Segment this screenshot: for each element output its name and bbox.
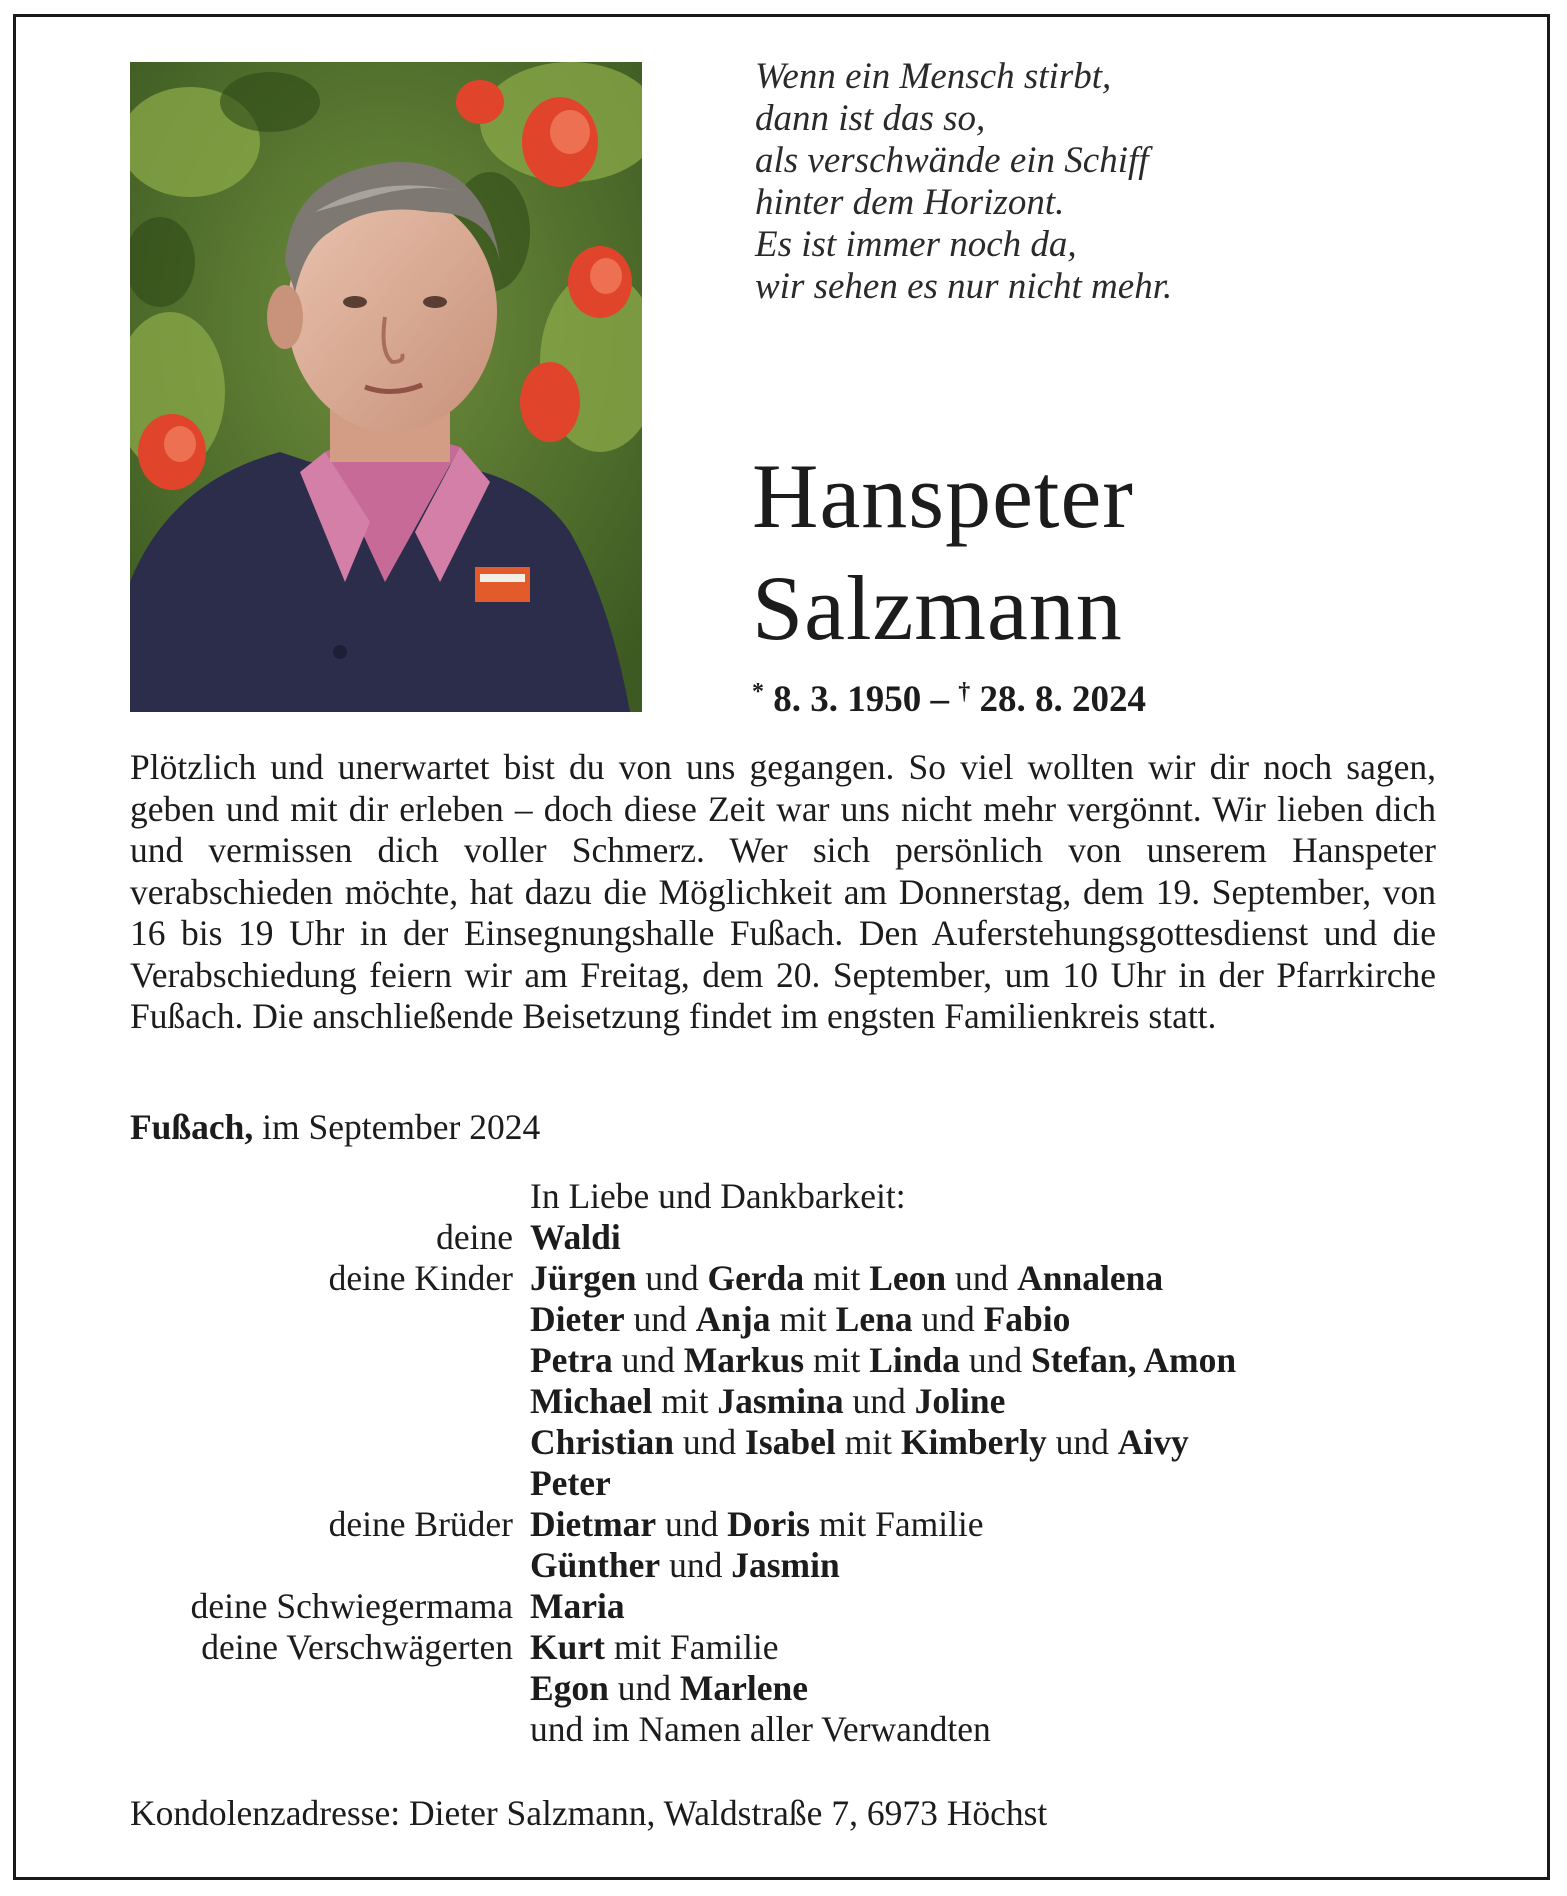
- mourner-name: Anja: [695, 1299, 771, 1339]
- mourners-intro-row: [130, 1176, 1436, 1217]
- mourner-name: Fabio: [983, 1299, 1071, 1339]
- mourners-list: [130, 1176, 1436, 1750]
- mourner-connector: mit: [770, 1299, 836, 1339]
- mourner-connector: und: [608, 1668, 680, 1708]
- mourner-names: [530, 1627, 1436, 1668]
- portrait-photo: [130, 62, 642, 712]
- mourner-name: Jasmin: [731, 1545, 840, 1585]
- mourner-name: Marlene: [679, 1668, 809, 1708]
- mourner-connector: mit Familie: [810, 1504, 984, 1544]
- mourner-connector: und im Namen aller Verwandten: [530, 1709, 991, 1749]
- mourner-relation: [130, 1463, 530, 1504]
- mourner-name: Stefan, Amon: [1030, 1340, 1237, 1380]
- mourner-name: Michael: [530, 1381, 653, 1421]
- mourner-relation: [130, 1668, 530, 1709]
- mourner-row: [130, 1463, 1436, 1504]
- portrait-illustration: [130, 62, 642, 712]
- mourner-names: [530, 1586, 1436, 1627]
- mourner-name: Doris: [727, 1504, 810, 1544]
- deceased-name: [752, 440, 1134, 664]
- mourner-name: Waldi: [530, 1217, 621, 1257]
- mourner-row: [130, 1340, 1436, 1381]
- mourner-relation: [130, 1340, 530, 1381]
- last-name: Salzmann: [752, 557, 1123, 659]
- mourner-row: [130, 1381, 1436, 1422]
- mourner-name: Gerda: [707, 1258, 805, 1298]
- mourner-names: [530, 1299, 1436, 1340]
- mourner-connector: und: [946, 1258, 1018, 1298]
- life-dates: [752, 678, 1146, 721]
- mourner-connector: und: [912, 1299, 984, 1339]
- poem-line: Es ist immer noch da,: [755, 224, 1077, 265]
- mourner-connector: mit: [804, 1340, 870, 1380]
- mourner-name: Linda: [869, 1340, 960, 1380]
- mourner-relation: [130, 1545, 530, 1586]
- poem-line: wir sehen es nur nicht mehr.: [755, 266, 1173, 307]
- mourner-connector: und: [660, 1545, 732, 1585]
- birth-symbol: *: [752, 679, 764, 705]
- mourner-name: Jürgen: [530, 1258, 637, 1298]
- mourner-relation: [130, 1709, 530, 1750]
- mourner-names: [530, 1668, 1436, 1709]
- poem-line: Wenn ein Mensch stirbt,: [755, 56, 1112, 97]
- mourner-name: Kimberly: [900, 1422, 1047, 1462]
- mourner-name: Christian: [530, 1422, 674, 1462]
- mourner-row: [130, 1422, 1436, 1463]
- mourner-row: [130, 1668, 1436, 1709]
- mourner-row: [130, 1627, 1436, 1668]
- mourner-connector: und: [959, 1340, 1031, 1380]
- mourner-name: Aivy: [1117, 1422, 1189, 1462]
- mourner-names: [530, 1545, 1436, 1586]
- mourner-row: [130, 1258, 1436, 1299]
- mourner-names: [530, 1258, 1436, 1299]
- mourner-relation: deine: [436, 1217, 513, 1257]
- mourner-name: Günther: [530, 1545, 661, 1585]
- mourner-name: Kurt: [530, 1627, 605, 1667]
- obituary-text: Plötzlich und unerwartet bist du von uns gegangen. So viel wollten wir dir noch sagen, geben und mit dir erleben – doch diese Zeit war uns nicht mehr vergönnt. Wir lieben dich und vermissen dich voller Schmerz. Wer sich persönlich von unserem Hanspeter verabschieden möchte, hat dazu die Möglichkeit am Donnerstag, dem 19. September, von 16 bis 19 Uhr in der Einsegnungshalle Fußach. Den Auferstehungsgottesdienst und die Verabschiedung feiern wir am Freitag, dem 20. September, um 10 Uhr in der Pfarrkirche Fußach. Die anschließende Beisetzung findet im engsten Familienkreis statt.: [130, 747, 1436, 1036]
- mourner-name: Egon: [530, 1668, 609, 1708]
- mourner-names: [530, 1217, 1436, 1258]
- place-town: Fußach,: [130, 1107, 254, 1147]
- poem: [755, 56, 1172, 308]
- mourner-connector: und: [636, 1258, 708, 1298]
- mourner-name: Dietmar: [530, 1504, 657, 1544]
- mourner-name: Petra: [530, 1340, 613, 1380]
- mourner-row: [130, 1586, 1436, 1627]
- mourner-name: Peter: [530, 1463, 611, 1503]
- mourner-row: [130, 1709, 1436, 1750]
- mourner-relation: deine Kinder: [328, 1258, 513, 1298]
- poem-line: dann ist das so,: [755, 98, 986, 139]
- mourner-names: [530, 1381, 1436, 1422]
- poem-line: als verschwände ein Schiff: [755, 140, 1149, 181]
- mourner-relation: deine Verschwägerten: [201, 1627, 513, 1667]
- mourner-relation: deine Schwiegermama: [190, 1586, 513, 1626]
- mourner-names: [530, 1463, 1436, 1504]
- birth-date: 8. 3. 1950: [773, 679, 922, 720]
- mourner-connector: und: [624, 1299, 696, 1339]
- condolence-address: Kondolenzadresse: Dieter Salzmann, Waldstraße 7, 6973 Höchst: [130, 1793, 1048, 1833]
- first-name: Hanspeter: [752, 445, 1134, 547]
- mourner-names: [530, 1504, 1436, 1545]
- mourner-names: [530, 1340, 1436, 1381]
- mourner-name: Dieter: [530, 1299, 625, 1339]
- mourner-name: Lena: [835, 1299, 913, 1339]
- mourner-connector: und: [1046, 1422, 1118, 1462]
- mourner-relation: [130, 1299, 530, 1340]
- mourner-connector: mit: [835, 1422, 901, 1462]
- mourner-relation: [130, 1422, 530, 1463]
- mourner-row: [130, 1299, 1436, 1340]
- mourner-name: Isabel: [745, 1422, 836, 1462]
- mourner-connector: und: [656, 1504, 728, 1544]
- date-separator: –: [930, 679, 949, 720]
- mourner-names: [530, 1709, 1436, 1750]
- mourner-name: Markus: [683, 1340, 805, 1380]
- mourner-name: Annalena: [1017, 1258, 1164, 1298]
- mourner-connector: mit: [652, 1381, 718, 1421]
- mourner-row: [130, 1217, 1436, 1258]
- mourner-name: Leon: [869, 1258, 947, 1298]
- mourner-name: Jasmina: [717, 1381, 844, 1421]
- mourner-names: [530, 1422, 1436, 1463]
- mourner-name: Maria: [530, 1586, 625, 1626]
- place-date-line: [130, 1106, 540, 1148]
- death-date: 28. 8. 2024: [979, 679, 1146, 720]
- mourner-row: [130, 1545, 1436, 1586]
- mourner-name: Joline: [914, 1381, 1006, 1421]
- mourner-connector: mit Familie: [604, 1627, 779, 1667]
- mourners-intro: In Liebe und Dankbarkeit:: [530, 1176, 906, 1216]
- mourner-connector: und: [612, 1340, 684, 1380]
- mourner-row: [130, 1504, 1436, 1545]
- poem-line: hinter dem Horizont.: [755, 182, 1065, 223]
- mourner-relation: deine Brüder: [328, 1504, 513, 1544]
- mourner-connector: mit: [804, 1258, 870, 1298]
- mourner-relation: [130, 1381, 530, 1422]
- death-symbol: †: [958, 679, 971, 705]
- mourner-connector: und: [674, 1422, 745, 1462]
- place-date: im September 2024: [262, 1107, 541, 1147]
- mourner-connector: und: [843, 1381, 915, 1421]
